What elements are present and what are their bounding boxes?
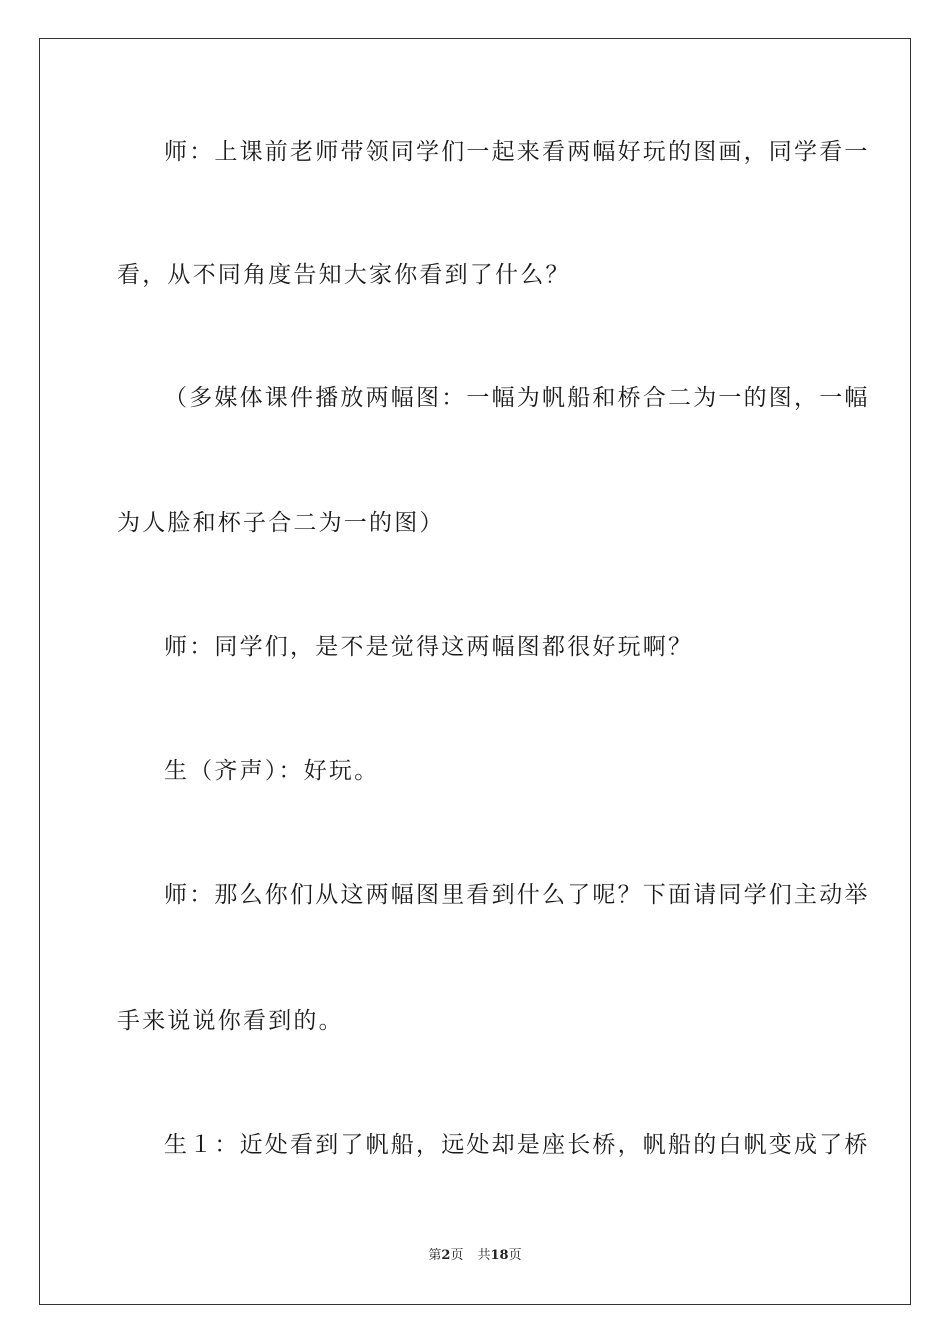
paragraph-line: 师：上课前老师带领同学们一起来看两幅好玩的图画，同学看一 [164, 139, 870, 165]
paragraph-line: 手来说说你看到的。 [117, 1008, 344, 1034]
footer-total-suffix: 页 [508, 1248, 522, 1263]
footer-total-number: 18 [490, 1248, 509, 1263]
footer-total-prefix: 共 [477, 1248, 491, 1263]
paragraph-line: 师：同学们，是不是觉得这两幅图都很好玩啊？ [164, 634, 694, 660]
paragraph-line: （多媒体课件播放两幅图：一幅为帆船和桥合二为一的图，一幅 [164, 385, 870, 411]
footer-page-suffix: 页 [450, 1248, 464, 1263]
page-border [39, 38, 911, 1305]
paragraph-line: 师：那么你们从这两幅图里看到什么了呢？下面请同学们主动举 [164, 882, 870, 908]
page-footer [0, 1248, 950, 1264]
paragraph-line: 生１：近处看到了帆船，远处却是座长桥，帆船的白帆变成了桥 [164, 1132, 870, 1158]
footer-page-prefix: 第 [428, 1248, 442, 1263]
paragraph-line: 看，从不同角度告知大家你看到了什么？ [117, 262, 571, 288]
paragraph-line: 生（齐声）：好玩。 [164, 758, 380, 784]
footer-page-number: 2 [441, 1248, 451, 1263]
paragraph-line: 为人脸和杯子合二为一的图） [117, 510, 445, 536]
